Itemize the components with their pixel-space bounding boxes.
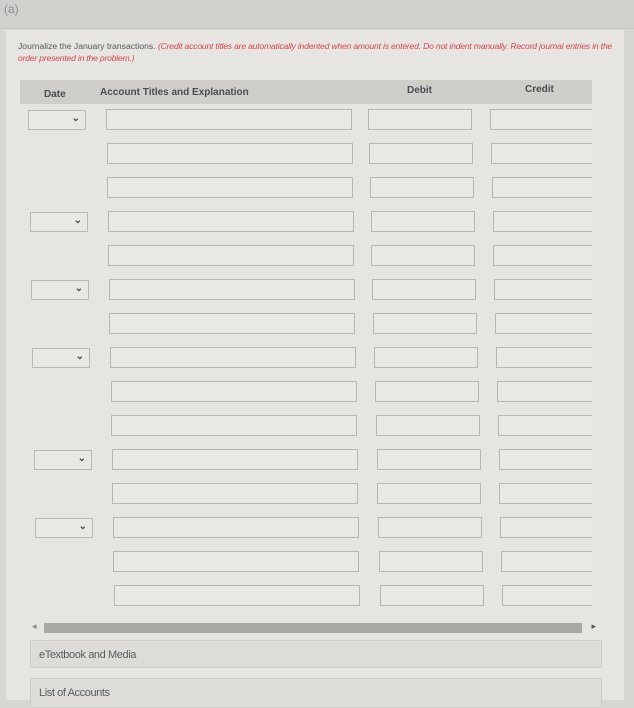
account-title-input[interactable]: [113, 517, 359, 538]
account-title-input[interactable]: [110, 347, 356, 368]
account-title-input[interactable]: [106, 109, 352, 130]
journal-row: [0, 211, 634, 233]
header-account: Account Titles and Explanation: [100, 87, 249, 98]
account-title-input[interactable]: [108, 245, 354, 266]
debit-input[interactable]: [369, 143, 473, 164]
credit-input[interactable]: [496, 347, 592, 368]
list-of-accounts-label: List of Accounts: [39, 687, 110, 699]
journal-row: [0, 585, 634, 607]
debit-input[interactable]: [374, 347, 478, 368]
scrollbar-thumb[interactable]: [44, 623, 582, 633]
credit-input[interactable]: [491, 143, 592, 164]
scroll-left-arrow-icon[interactable]: ◂: [32, 621, 37, 631]
header-date: Date: [44, 89, 66, 100]
debit-input[interactable]: [375, 381, 479, 402]
etextbook-media-section[interactable]: [30, 640, 602, 668]
journal-row: [0, 551, 634, 573]
etextbook-media-label: eTextbook and Media: [39, 649, 136, 661]
journal-row: [0, 245, 634, 267]
part-label: (a): [4, 2, 19, 16]
journal-row: [0, 449, 634, 471]
account-title-input[interactable]: [108, 211, 354, 232]
chevron-down-icon: ⌄: [73, 215, 82, 226]
chevron-down-icon: ⌄: [74, 283, 83, 294]
account-title-input[interactable]: [111, 415, 357, 436]
chevron-down-icon: ⌄: [78, 521, 87, 532]
date-select[interactable]: [34, 450, 92, 470]
top-band: [0, 0, 634, 29]
credit-input[interactable]: [498, 415, 592, 436]
credit-input[interactable]: [494, 279, 592, 300]
instructions-note: (Credit account titles are automatically indented when amount is entered. Do not indent manually. Record journal entries in the order presented in the problem.): [18, 41, 613, 63]
credit-input[interactable]: [492, 177, 592, 198]
journal-row: [0, 109, 634, 131]
credit-input[interactable]: [501, 551, 592, 572]
chevron-down-icon: ⌄: [75, 351, 84, 362]
credit-input[interactable]: [490, 109, 592, 130]
credit-input[interactable]: [499, 449, 592, 470]
debit-input[interactable]: [378, 517, 482, 538]
credit-input[interactable]: [499, 483, 592, 504]
header-credit: Credit: [525, 84, 554, 95]
date-select[interactable]: [28, 110, 86, 130]
credit-input[interactable]: [497, 381, 592, 402]
journal-row: [0, 313, 634, 335]
journal-row: [0, 177, 634, 199]
chevron-down-icon: ⌄: [77, 453, 86, 464]
credit-input[interactable]: [502, 585, 592, 606]
debit-input[interactable]: [379, 551, 483, 572]
debit-input[interactable]: [376, 415, 480, 436]
journal-row: [0, 517, 634, 539]
debit-input[interactable]: [373, 313, 477, 334]
account-title-input[interactable]: [112, 449, 358, 470]
account-title-input[interactable]: [107, 143, 353, 164]
credit-input[interactable]: [493, 211, 592, 232]
header-debit: Debit: [407, 85, 432, 96]
account-title-input[interactable]: [112, 483, 358, 504]
journal-row: [0, 279, 634, 301]
debit-input[interactable]: [368, 109, 472, 130]
account-title-input[interactable]: [109, 313, 355, 334]
journal-row: [0, 347, 634, 369]
debit-input[interactable]: [377, 449, 481, 470]
debit-input[interactable]: [371, 211, 475, 232]
debit-input[interactable]: [371, 245, 475, 266]
credit-input[interactable]: [493, 245, 592, 266]
chevron-down-icon: ⌄: [71, 113, 80, 124]
credit-input[interactable]: [500, 517, 592, 538]
date-select[interactable]: [32, 348, 90, 368]
date-select[interactable]: [30, 212, 88, 232]
debit-input[interactable]: [370, 177, 474, 198]
account-title-input[interactable]: [107, 177, 353, 198]
account-title-input[interactable]: [109, 279, 355, 300]
account-title-input[interactable]: [114, 585, 360, 606]
debit-input[interactable]: [380, 585, 484, 606]
instructions: [18, 40, 618, 64]
list-of-accounts-section[interactable]: [30, 678, 602, 708]
journal-table-header: [20, 80, 592, 104]
date-select[interactable]: [35, 518, 93, 538]
account-title-input[interactable]: [113, 551, 359, 572]
horizontal-scrollbar[interactable]: [30, 621, 598, 635]
date-select[interactable]: [31, 280, 89, 300]
debit-input[interactable]: [372, 279, 476, 300]
account-title-input[interactable]: [111, 381, 357, 402]
journal-row: [0, 483, 634, 505]
journal-row: [0, 415, 634, 437]
debit-input[interactable]: [377, 483, 481, 504]
scroll-right-arrow-icon[interactable]: ▸: [591, 621, 596, 631]
journal-row: [0, 143, 634, 165]
credit-input[interactable]: [495, 313, 592, 334]
instructions-main: Journalize the January transactions.: [18, 41, 156, 51]
journal-row: [0, 381, 634, 403]
